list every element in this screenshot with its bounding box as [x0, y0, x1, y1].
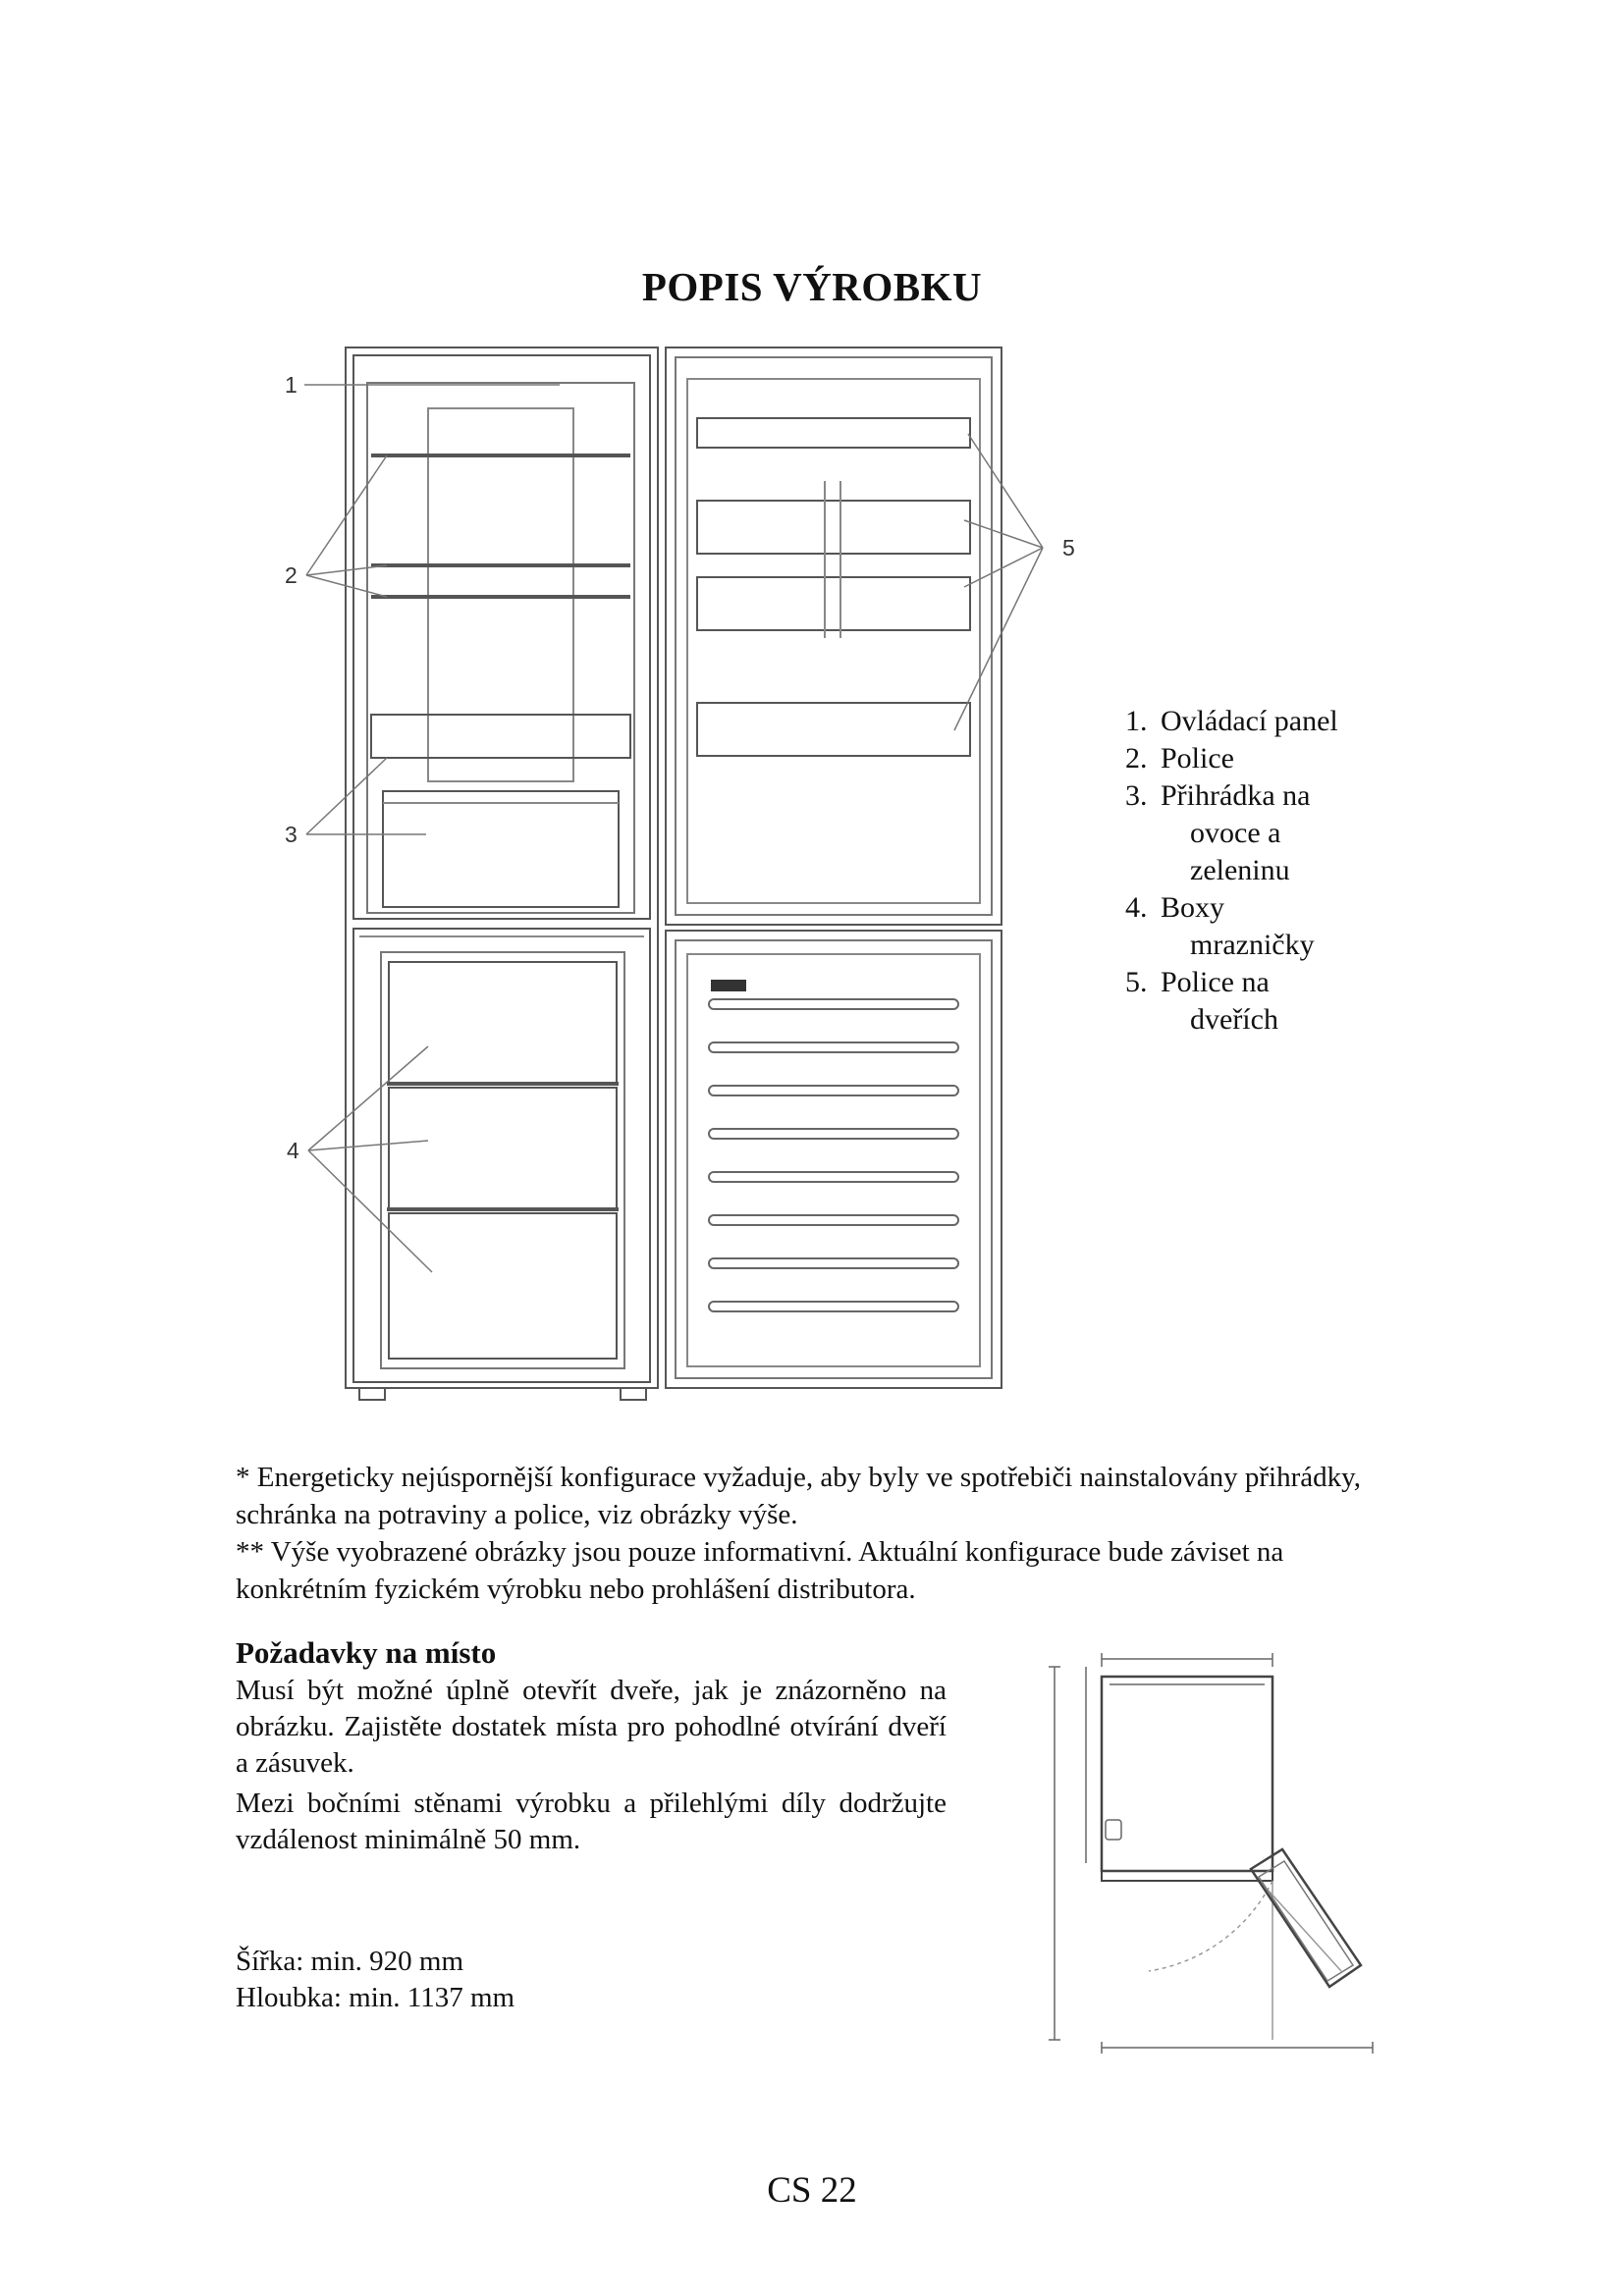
legend-continuation: mrazničky — [1190, 929, 1315, 961]
legend-item — [1125, 777, 1396, 815]
cabinet-outline — [346, 347, 658, 1388]
legend-text: Police na — [1161, 966, 1270, 998]
page-title: POPIS VÝROBKU — [641, 264, 983, 309]
legend-num: 3. — [1125, 779, 1148, 812]
note-energy: * Energeticky nejúspornější konfigurace vyžaduje, aby byly ve spotřebiči nainstalovány přihrádky, schránka na potraviny a police, viz obrázky výše. — [236, 1462, 1361, 1530]
legend-num: 4. — [1125, 891, 1148, 924]
legend-continuation: ovoce a — [1190, 817, 1281, 849]
depth-requirement: Hloubka: min. 1137 mm — [236, 1982, 515, 2013]
callout-4: 4 — [287, 1138, 299, 1163]
legend-num: 5. — [1125, 966, 1148, 998]
legend-item — [1125, 964, 1396, 1001]
note-informative: ** Výše vyobrazené obrázky jsou pouze informativní. Aktuální konfigurace bude záviset na konkrétním fyzickém výrobku nebo prohlášení distributora. — [236, 1536, 1284, 1605]
requirements-paragraph-1: Musí být možné úplně otevřít dveře, jak je znázorněno na obrázku. Zajistěte dostatek místa pro pohodlné otvírání dveří a zásuvek. — [236, 1675, 947, 1779]
legend-text: Ovládací panel — [1161, 705, 1338, 737]
legend-item — [1125, 703, 1396, 740]
notes-block — [236, 1459, 1414, 1608]
legend-item — [1125, 889, 1396, 927]
fridge-diagram — [265, 334, 1110, 1414]
legend-item — [1125, 740, 1396, 777]
page-number: CS 22 — [767, 2170, 857, 2211]
legend-text: Přihrádka na — [1161, 779, 1311, 812]
space-dimensions — [236, 1944, 514, 2016]
width-requirement: Šířka: min. 920 mm — [236, 1946, 463, 1977]
legend-text: Police — [1161, 742, 1234, 774]
callout-5: 5 — [1062, 535, 1075, 561]
requirements-paragraph-2: Mezi bočními stěnami výrobku a přilehlými díly dodržujte vzdálenost minimálně 50 mm. — [236, 1788, 947, 1855]
legend-text: Boxy — [1161, 891, 1225, 924]
legend-continuation: zeleninu — [1190, 854, 1290, 886]
requirements-heading: Požadavky na místo — [236, 1635, 497, 1670]
clearance-diagram — [1041, 1637, 1404, 2069]
freezer-label-icon — [711, 980, 746, 991]
callout-3: 3 — [285, 822, 298, 847]
parts-legend — [1125, 703, 1396, 1039]
requirements-body — [236, 1673, 947, 1858]
fridge-door-outline — [666, 347, 1001, 925]
callout-2: 2 — [285, 562, 298, 588]
legend-num: 2. — [1125, 742, 1148, 774]
legend-num: 1. — [1125, 705, 1148, 737]
callout-1: 1 — [285, 372, 298, 398]
legend-continuation: dveřích — [1190, 1003, 1278, 1036]
